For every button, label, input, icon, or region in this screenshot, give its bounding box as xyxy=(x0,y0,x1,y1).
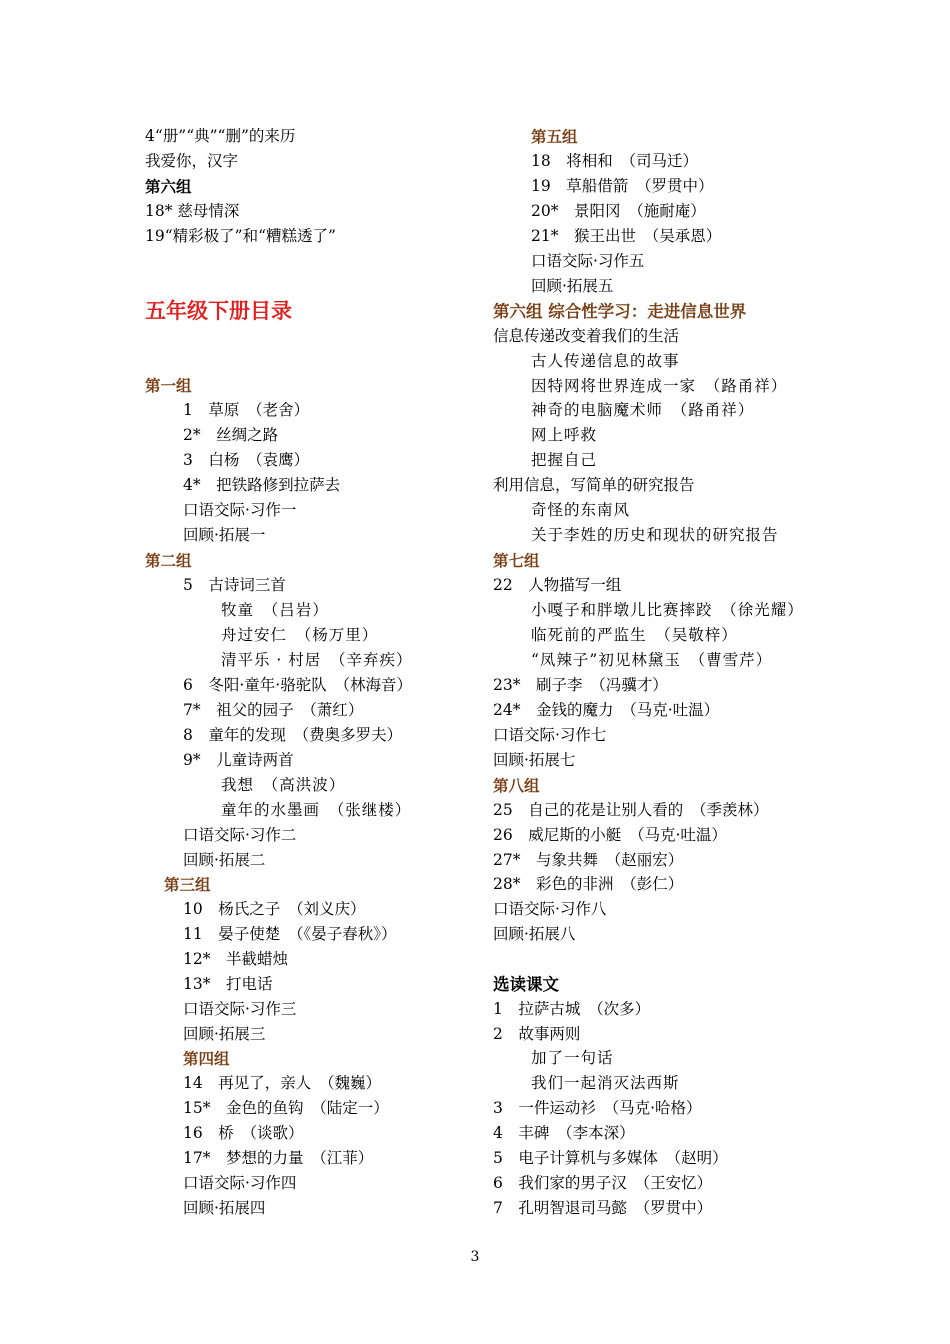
toc-line: 口语交际·习作四 xyxy=(183,1174,297,1192)
group-heading: 第五组 xyxy=(531,127,578,146)
toc-line: 19 草船借箭 （罗贯中） xyxy=(531,177,714,195)
toc-line: 5 电子计算机与多媒体 （赵明） xyxy=(493,1149,728,1167)
toc-line: 10 杨氏之子 （刘义庆） xyxy=(183,900,366,918)
toc-line: 11 晏子使楚 （《晏子春秋》） xyxy=(183,925,397,943)
toc-subline: 小嘎子和胖墩儿比赛摔跤 （徐光耀） xyxy=(531,601,804,619)
toc-subline: 我想 （高洪波） xyxy=(221,776,346,794)
toc-line: 回顾·拓展五 xyxy=(531,277,614,295)
toc-line: 27* 与象共舞 （赵丽宏） xyxy=(493,851,684,869)
toc-line: 20* 景阳冈 （施耐庵） xyxy=(531,202,706,220)
toc-line: 22 人物描写一组 xyxy=(493,576,622,594)
toc-line: 6 冬阳·童年·骆驼队 （林海音） xyxy=(183,676,412,694)
toc-line: 回顾·拓展三 xyxy=(183,1025,266,1043)
toc-line: 8 童年的发现 （费奥多罗夫） xyxy=(183,726,403,744)
toc-line: 4 丰碑 （李本深） xyxy=(493,1124,635,1142)
toc-subline: 因特网将世界连成一家 （路甬祥） xyxy=(531,377,788,395)
toc-line: 14 再见了，亲人 （魏巍） xyxy=(183,1074,381,1092)
toc-subline: 舟过安仁 （杨万里） xyxy=(221,626,379,644)
toc-line: 口语交际·习作八 xyxy=(493,900,607,918)
toc-subline: 网上呼救 xyxy=(531,426,598,444)
toc-line: 3 一件运动衫 （马克·哈格） xyxy=(493,1099,702,1117)
toc-line: 回顾·拓展四 xyxy=(183,1199,266,1217)
toc-line: 回顾·拓展一 xyxy=(183,526,266,544)
toc-line: 2* 丝绸之路 xyxy=(183,426,279,444)
toc-line: 19“精彩极了”和“糟糕透了” xyxy=(145,227,336,245)
toc-subline: 加了一句话 xyxy=(531,1049,614,1067)
toc-line: 9* 儿童诗两首 xyxy=(183,751,294,769)
toc-subline: 牧童 （吕岩） xyxy=(221,601,329,619)
toc-subline: 奇怪的东南风 xyxy=(531,501,631,519)
group-heading: 选读课文 xyxy=(493,975,559,994)
group-heading: 第一组 xyxy=(145,376,192,395)
toc-line: 信息传递改变着我们的生活 xyxy=(493,327,680,345)
toc-line: 回顾·拓展二 xyxy=(183,851,266,869)
toc-line: 16 桥 （谈歌） xyxy=(183,1124,304,1142)
toc-subline: 清平乐 · 村居 （辛弃疾） xyxy=(221,651,413,669)
toc-subline: 我们一起消灭法西斯 xyxy=(531,1074,680,1092)
toc-line: 4* 把铁路修到拉萨去 xyxy=(183,476,341,494)
toc-line: 12* 半截蜡烛 xyxy=(183,950,288,968)
toc-subline: 神奇的电脑魔术师 （路甬祥） xyxy=(531,401,755,419)
toc-line: 7* 祖父的园子 （萧红） xyxy=(183,701,364,719)
toc-line: 28* 彩色的非洲 （彭仁） xyxy=(493,875,684,893)
group-heading: 第六组 xyxy=(145,177,192,196)
toc-line: 18* 慈母情深 xyxy=(145,202,240,220)
toc-subline: 把握自己 xyxy=(531,451,598,469)
toc-line: 利用信息，写简单的研究报告 xyxy=(493,476,695,494)
toc-line: 18 将相和 （司马迁） xyxy=(531,152,698,170)
toc-line: 15* 金色的鱼钩 （陆定一） xyxy=(183,1099,389,1117)
toc-line: 5 古诗词三首 xyxy=(183,576,286,594)
toc-subline: 古人传递信息的故事 xyxy=(531,352,680,370)
toc-line: 口语交际·习作五 xyxy=(531,252,645,270)
toc-subline: 关于李姓的历史和现状的研究报告 xyxy=(531,526,779,544)
toc-line: 我爱你，汉字 xyxy=(145,152,239,170)
toc-line: 6 我们家的男子汉 （王安忆） xyxy=(493,1174,713,1192)
toc-line: 21* 猴王出世 （吴承恩） xyxy=(531,227,722,245)
toc-line: 2 故事两则 xyxy=(493,1025,581,1043)
toc-line: 回顾·拓展七 xyxy=(493,751,576,769)
page-title: 五年级下册目录 xyxy=(145,298,292,323)
toc-line: 17* 梦想的力量 （江菲） xyxy=(183,1149,374,1167)
toc-line: 4“册”“典”“删”的来历 xyxy=(145,127,296,145)
toc-line: 口语交际·习作七 xyxy=(493,726,607,744)
toc-line: 26 威尼斯的小艇 （马克·吐温） xyxy=(493,826,727,844)
toc-subline: “凤辣子”初见林黛玉 （曹雪芹） xyxy=(531,651,773,669)
toc-line: 3 白杨 （袁鹰） xyxy=(183,451,310,469)
group-heading: 第七组 xyxy=(493,551,540,570)
toc-line: 口语交际·习作三 xyxy=(183,1000,297,1018)
toc-line: 25 自己的花是让别人看的 （季羡林） xyxy=(493,801,769,819)
toc-line: 13* 打电话 xyxy=(183,975,273,993)
group-heading: 第二组 xyxy=(145,551,192,570)
toc-line: 1 草原 （老舍） xyxy=(183,401,310,419)
toc-line: 1 拉萨古城 （次多） xyxy=(493,1000,651,1018)
toc-line: 口语交际·习作一 xyxy=(183,501,297,519)
page-number: 3 xyxy=(470,1249,480,1265)
toc-subline: 临死前的严监生 （吴敬梓） xyxy=(531,626,738,644)
toc-subline: 童年的水墨画 （张继楼） xyxy=(221,801,412,819)
toc-line: 口语交际·习作二 xyxy=(183,826,297,844)
toc-line: 回顾·拓展八 xyxy=(493,925,576,943)
group-heading: 第八组 xyxy=(493,776,540,795)
toc-line: 23* 刷子李 （冯骥才） xyxy=(493,676,668,694)
group-heading: 第三组 xyxy=(164,875,211,894)
toc-line: 24* 金钱的魔力 （马克·吐温） xyxy=(493,701,720,719)
group-heading: 第六组 综合性学习：走进信息世界 xyxy=(493,302,747,321)
toc-line: 7 孔明智退司马懿 （罗贯中） xyxy=(493,1199,713,1217)
group-heading: 第四组 xyxy=(183,1049,230,1068)
